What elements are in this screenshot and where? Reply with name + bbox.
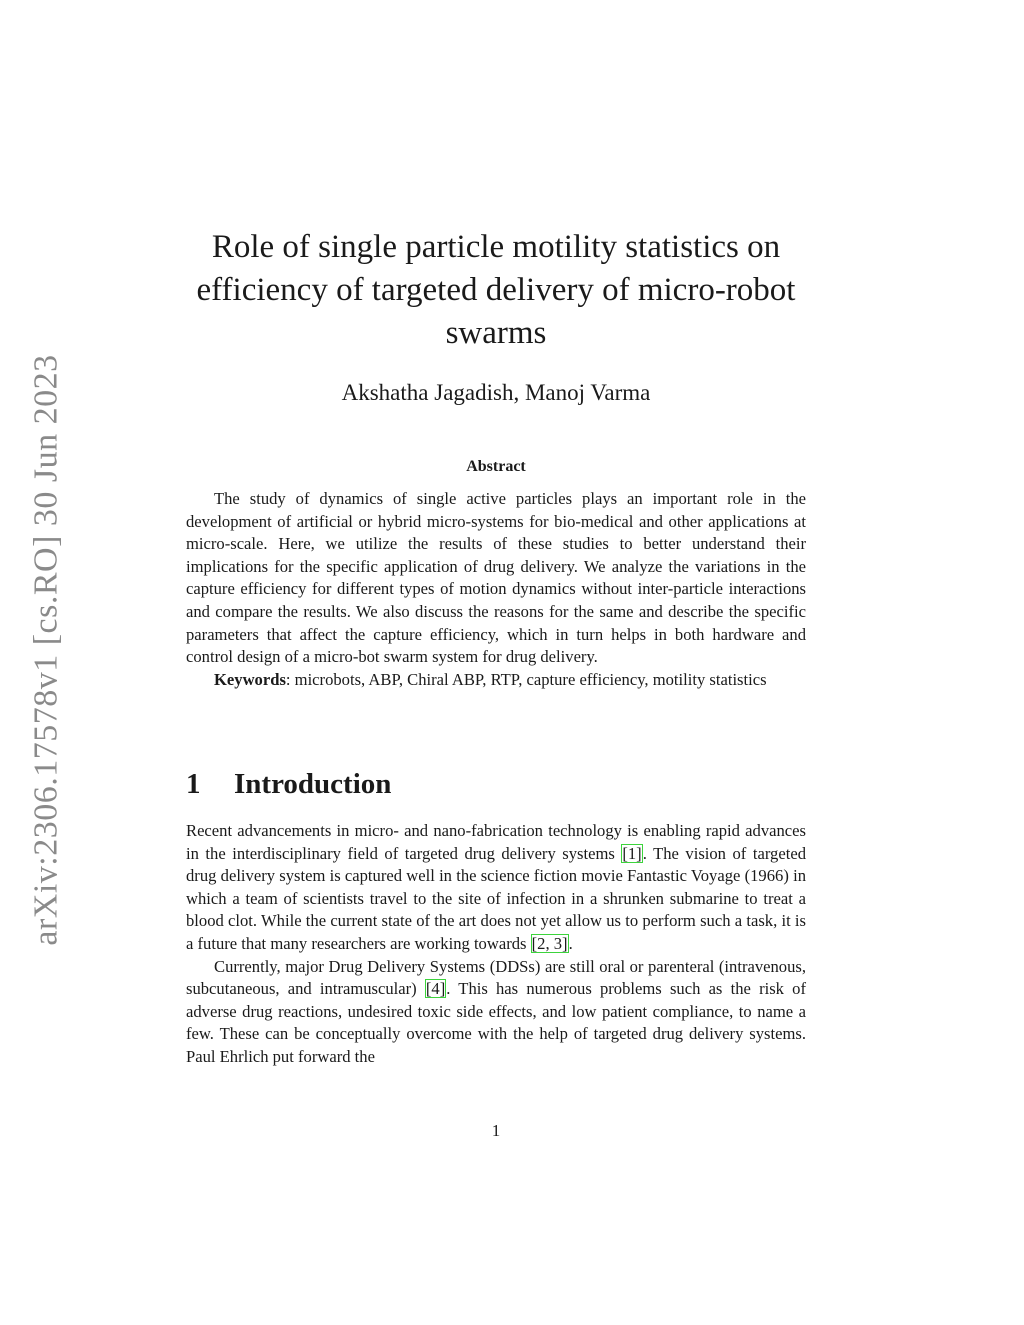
- keywords-line: [186, 669, 806, 692]
- section-heading: [186, 768, 806, 801]
- abstract-text: The study of dynamics of single active particles plays an important role in the development of artificial or hybrid micro-systems for bio-medical and other applications at micro-scale. Here, we utilize the results of these studies to better understand their implications for the specific application of drug delivery. We analyze the variations in the capture efficiency for different types of motion dynamics without inter-particle interactions and compare the results. We also discuss the reasons for the same and describe the specific parameters that affect the capture efficiency, which in turn helps in both hardware and control design of a micro-bot swarm system for drug delivery.: [186, 489, 806, 667]
- paragraph-2-text-b: . This has numerous problems such as the risk of adverse drug reactions, undesired toxic side effects, and low patient compliance, to name a few. These can be conceptually overcome with the help of targeted drug delivery systems. Paul Ehrlich put forward the: [186, 979, 806, 1066]
- citation-link-2-3[interactable]: [2, 3]: [531, 933, 568, 953]
- keywords-list: : microbots, ABP, Chiral ABP, RTP, capture efficiency, motility statistics: [285, 669, 767, 689]
- paragraph-2-text-a: Currently, major Drug Delivery Systems (DDSs) are still oral or parenteral (intravenous, subcutaneous, and intramuscular): [186, 956, 806, 999]
- paragraph-1-text-c: .: [568, 933, 573, 953]
- citation-link-4[interactable]: [4]: [425, 979, 446, 999]
- paragraph-1: [186, 820, 806, 956]
- keywords-label: Keywords: [214, 669, 286, 689]
- arxiv-identifier-text: arXiv:2306.17578v1 [cs.RO] 30 Jun 2023: [28, 354, 66, 946]
- paragraph-1-text-a: Recent advancements in micro- and nano-fabrication technology is enabling rapid advances in the interdisciplinary field of targeted drug delivery systems: [186, 821, 806, 863]
- section-number: 1: [186, 768, 201, 800]
- page-number: 1: [491, 1121, 501, 1140]
- citation-link-1[interactable]: [1]: [622, 843, 642, 863]
- paper-title: Role of single particle motility statistics on efficiency of targeted delivery of micro-robot swarms: [196, 229, 796, 351]
- abstract-body: [186, 488, 806, 691]
- paragraph-1-text-b: . The vision of targeted drug delivery system is captured well in the science fiction movie Fantastic Voyage (1966) in which a team of scientists travel to the site of infection in a shrunken submarine to treat a blood clot. While the current state of the art does not yet allow us to perform such a task, it is a future that many researchers are working towards: [186, 843, 806, 953]
- arxiv-identifier: [20, 354, 74, 946]
- section-body: [186, 820, 806, 1069]
- paragraph-2: [186, 956, 806, 1069]
- abstract-heading: Abstract: [466, 458, 526, 475]
- paper-authors: Akshatha Jagadish, Manoj Varma: [341, 380, 651, 405]
- section-title-text: Introduction: [234, 768, 392, 800]
